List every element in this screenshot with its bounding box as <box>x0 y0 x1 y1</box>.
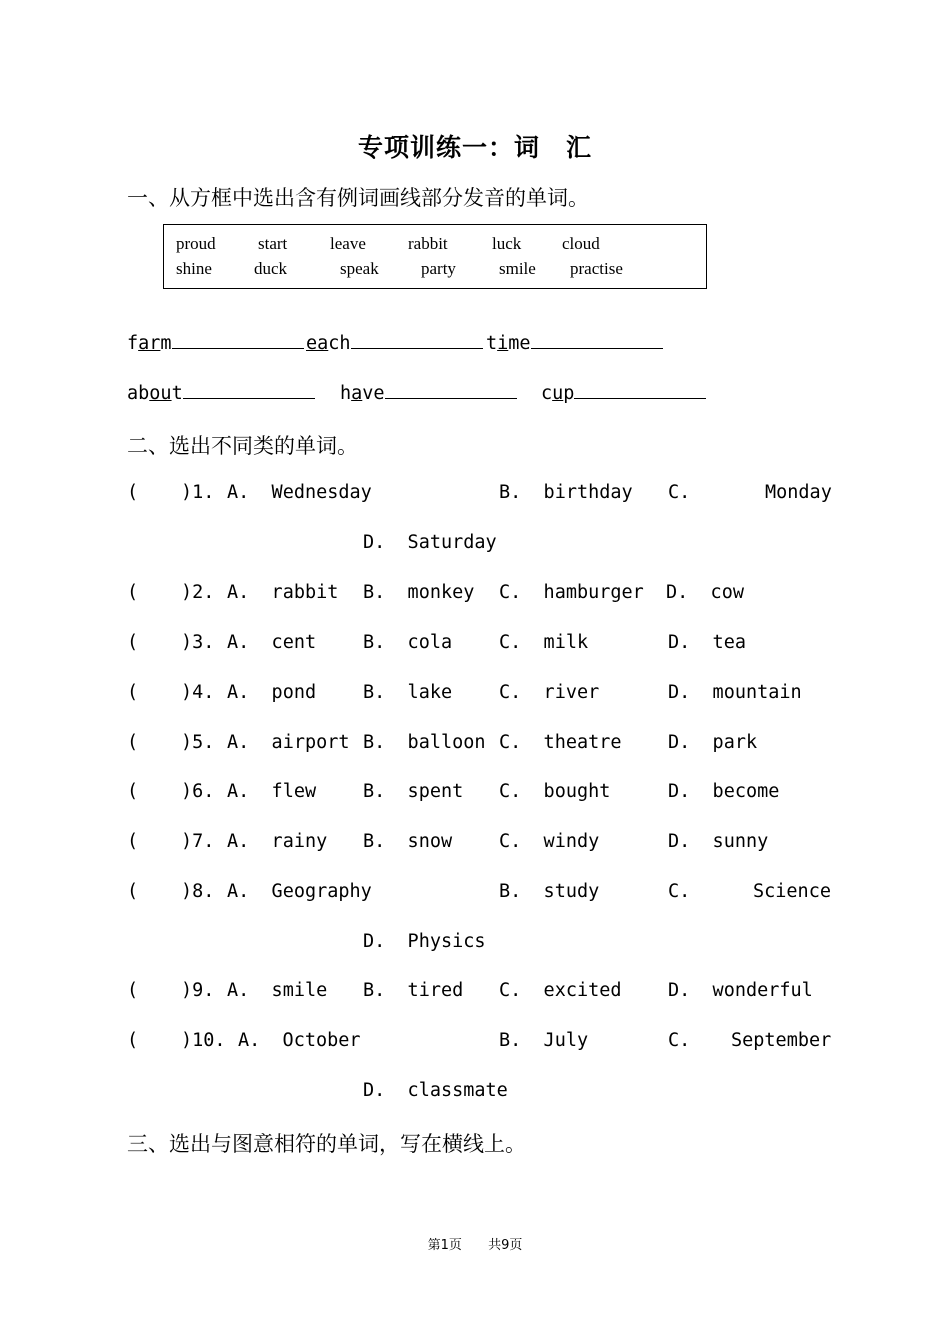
example-item: have <box>340 383 517 404</box>
word-box <box>163 224 707 289</box>
option-b: B. spent <box>363 781 464 802</box>
answer-paren[interactable]: ( <box>127 732 139 753</box>
option-a: A. flew <box>227 781 317 802</box>
option-a: A. airport <box>227 732 350 753</box>
answer-paren[interactable]: ( <box>127 582 139 603</box>
box-word: speak <box>340 259 379 278</box>
option-c: C. hamburger <box>499 582 644 603</box>
option-d: D. park <box>668 732 758 753</box>
section-2-heading: 二、选出不同类的单词。 <box>127 434 358 458</box>
option-a: A. cent <box>227 632 317 653</box>
box-word: duck <box>254 259 288 278</box>
answer-blank[interactable] <box>385 397 517 399</box>
box-word: start <box>258 234 288 253</box>
option-c: C. excited <box>499 980 622 1001</box>
example-item: each <box>306 333 483 354</box>
page-total: 共9页 <box>488 1238 523 1253</box>
answer-blank[interactable] <box>351 347 483 349</box>
box-word: rabbit <box>408 234 448 253</box>
question-number: )9. <box>181 980 215 1001</box>
answer-blank[interactable] <box>172 347 304 349</box>
answer-paren[interactable]: ( <box>127 482 139 503</box>
option-b: B. study <box>499 881 600 902</box>
answer-paren[interactable]: ( <box>127 881 139 902</box>
option-a: A. rabbit <box>227 582 339 603</box>
answer-paren[interactable]: ( <box>127 831 139 852</box>
option-d: D. mountain <box>668 682 802 703</box>
option-c-letter: C. <box>668 482 691 503</box>
option-d: D. classmate <box>363 1080 508 1101</box>
answer-paren[interactable]: ( <box>127 682 139 703</box>
option-b: B. lake <box>363 682 453 703</box>
question-number: )2. <box>181 582 215 603</box>
option-a: A. smile <box>227 980 328 1001</box>
section-1-heading: 一、从方框中选出含有例词画线部分发音的单词。 <box>127 186 589 210</box>
page-footer <box>0 1234 950 1253</box>
answer-blank[interactable] <box>531 347 663 349</box>
option-d: D. cow <box>666 582 744 603</box>
option-c: C. bought <box>499 781 611 802</box>
section-3-heading: 三、选出与图意相符的单词，写在横线上。 <box>127 1132 526 1156</box>
box-word: shine <box>176 259 212 278</box>
option-b: B. balloon <box>363 732 486 753</box>
option-a: A. pond <box>227 682 317 703</box>
answer-paren[interactable]: ( <box>127 781 139 802</box>
question-number: )8. <box>181 881 215 902</box>
question-number: )6. <box>181 781 215 802</box>
option-a: A. rainy <box>227 831 328 852</box>
option-d: D. sunny <box>668 831 769 852</box>
box-word: party <box>421 259 456 278</box>
question-number: )10. <box>181 1030 226 1051</box>
question-number: )7. <box>181 831 215 852</box>
option-a: A. October <box>238 1030 361 1051</box>
page-number: 第1页 <box>427 1238 462 1253</box>
example-item: about <box>127 383 315 404</box>
option-d: D. Saturday <box>363 532 497 553</box>
answer-paren[interactable]: ( <box>127 632 139 653</box>
option-a: A. Geography <box>227 881 372 902</box>
answer-blank[interactable] <box>574 397 706 399</box>
example-item: time <box>486 333 663 354</box>
option-c: C. milk <box>499 632 589 653</box>
option-c: Science <box>753 881 831 902</box>
option-c: September <box>731 1030 832 1051</box>
option-b: B. cola <box>363 632 453 653</box>
option-b: B. monkey <box>363 582 475 603</box>
box-word: proud <box>176 234 216 253</box>
option-d: D. tea <box>668 632 746 653</box>
box-word: luck <box>492 234 522 253</box>
box-word: smile <box>499 259 536 278</box>
option-b: B. July <box>499 1030 589 1051</box>
box-word: practise <box>570 259 623 278</box>
option-c: C. theatre <box>499 732 622 753</box>
answer-paren[interactable]: ( <box>127 1030 139 1051</box>
option-c: Monday <box>765 482 832 503</box>
option-b: B. tired <box>363 980 464 1001</box>
option-c: C. windy <box>499 831 600 852</box>
option-d: D. wonderful <box>668 980 813 1001</box>
option-d: D. Physics <box>363 931 486 952</box>
question-number: )4. <box>181 682 215 703</box>
box-word: cloud <box>562 234 600 253</box>
box-word: leave <box>330 234 366 253</box>
option-c-letter: C. <box>668 881 691 902</box>
option-b: B. birthday <box>499 482 633 503</box>
option-a: A. Wednesday <box>227 482 372 503</box>
answer-blank[interactable] <box>183 397 315 399</box>
option-c-letter: C. <box>668 1030 691 1051</box>
option-c: C. river <box>499 682 600 703</box>
answer-paren[interactable]: ( <box>127 980 139 1001</box>
question-number: )3. <box>181 632 215 653</box>
question-number: )1. <box>181 482 215 503</box>
example-item: farm <box>127 333 304 354</box>
example-item: cup <box>541 383 706 404</box>
page-title: 专项训练一：词 汇 <box>357 133 592 162</box>
option-d: D. become <box>668 781 780 802</box>
option-b: B. snow <box>363 831 453 852</box>
question-number: )5. <box>181 732 215 753</box>
